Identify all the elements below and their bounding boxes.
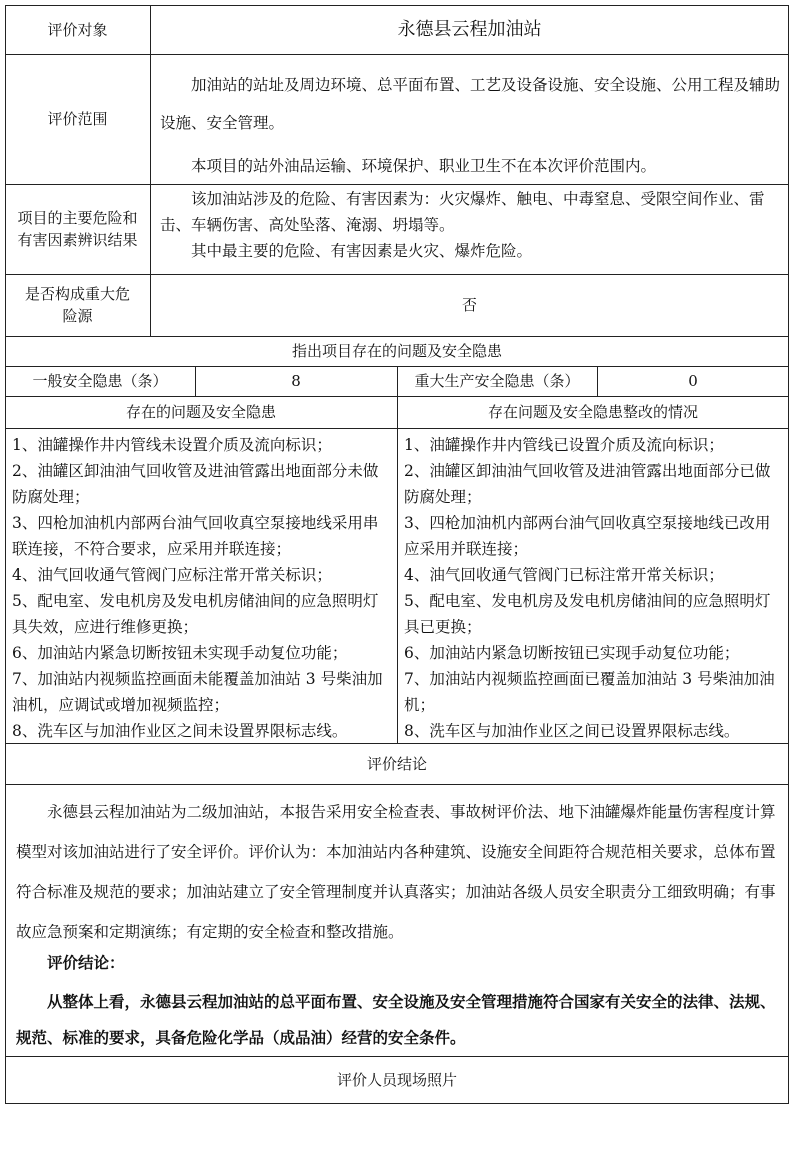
general-hazard-label: 一般安全隐患（条） [32, 372, 168, 390]
list-item: 2、油罐区卸油油气回收管及进油管露出地面部分未做防腐处理； [12, 462, 379, 506]
rectification-list [404, 432, 784, 744]
list-item: 6、加油站内紧急切断按钮未实现手动复位功能； [12, 644, 348, 662]
list-item: 8、洗车区与加油作业区之间未设置界限标志线。 [12, 722, 348, 740]
list-item: 7、加油站内视频监控画面已覆盖加油站 3 号柴油加油机； [404, 670, 775, 714]
list-item: 1、油罐操作井内管线未设置介质及流向标识； [12, 436, 332, 454]
list-item: 2、油罐区卸油油气回收管及进油管露出地面部分已做防腐处理； [404, 462, 771, 506]
scope-exclusion-paragraph: 本项目的站外油品运输、环境保护、职业卫生不在本次评价范围内。 [191, 157, 657, 175]
row-divider [5, 784, 789, 785]
object-value: 永德县云程加油站 [397, 18, 542, 40]
list-item: 4、油气回收通气管阀门已标注常开常关标识； [404, 566, 724, 584]
list-item: 6、加油站内紧急切断按钮已实现手动复位功能； [404, 644, 740, 662]
scope-label: 评价范围 [47, 110, 108, 128]
hazards-label: 项目的主要危险和有害因素辨识结果 [17, 209, 138, 249]
list-item: 1、油罐操作井内管线已设置介质及流向标识； [404, 436, 724, 454]
issues-title: 指出项目存在的问题及安全隐患 [291, 342, 502, 360]
list-item: 5、配电室、发电机房及发电机房储油间的应急照明灯具失效，应进行维修更换； [12, 592, 379, 636]
list-item: 5、配电室、发电机房及发电机房储油间的应急照明灯具已更换； [404, 592, 771, 636]
major-hazard-label: 是否构成重大危险源 [24, 285, 130, 325]
major-hazard-count: 0 [688, 372, 698, 390]
list-item: 7、加油站内视频监控画面未能覆盖加油站 3 号柴油加油机，应调试或增加视频监控； [12, 670, 383, 714]
list-item: 3、四枪加油机内部两台油气回收真空泵接地线采用串联连接，不符合要求，应采用并联连接； [12, 514, 379, 558]
major-hazard-value: 否 [461, 296, 477, 314]
conclusion-bold-statement: 从整体上看，永德县云程加油站的总平面布置、安全设施及安全管理措施符合国家有关安全的法律、法规、规范、标准的要求，具备危险化学品（成品油）经营的安全条件。 [16, 992, 776, 1047]
hazards-paragraph: 该加油站涉及的危险、有害因素为：火灾爆炸、触电、中毒窒息、受限空间作业、雷击、车辆伤害、高处坠落、淹溺、坍塌等。 [160, 190, 765, 234]
conclusion-bold-label: 评价结论： [47, 953, 125, 972]
list-item: 8、洗车区与加油作业区之间已设置界限标志线。 [404, 722, 740, 740]
scope-paragraph: 加油站的站址及周边环境、总平面布置、工艺及设备设施、安全设施、公用工程及辅助设施、安全管理。 [160, 76, 781, 132]
photos-title: 评价人员现场照片 [336, 1071, 457, 1089]
list-item: 4、油气回收通气管阀门应标注常开常关标识； [12, 566, 332, 584]
object-label: 评价对象 [47, 20, 108, 39]
list-item: 3、四枪加油机内部两台油气回收真空泵接地线已改用应采用并联连接； [404, 514, 771, 558]
conclusion-paragraph: 永德县云程加油站为二级加油站，本报告采用安全检查表、事故树评价法、地下油罐爆炸能量伤害程度计算模型对该加油站进行了安全评价。评价认为：本加油站内各种建筑、设施安全间距符合规范相关要求，总体布置符合标准及规范的要求；加油站建立了安全管理制度并认真落实；加油站各级人员安全职责分工细致明确；有事故应急预案和定期演练；有定期的安全检查和整改措施。 [16, 803, 776, 941]
conclusion-title: 评价结论 [366, 754, 427, 773]
issues-left-header: 存在的问题及安全隐患 [125, 403, 276, 421]
major-hazard-count-label: 重大生产安全隐患（条） [414, 372, 580, 390]
issues-list [12, 432, 392, 744]
hazards-main-paragraph: 其中最主要的危险、有害因素是火灾、爆炸危险。 [191, 242, 533, 260]
issues-right-header: 存在问题及安全隐患整改的情况 [487, 403, 698, 421]
general-hazard-count: 8 [291, 372, 301, 390]
